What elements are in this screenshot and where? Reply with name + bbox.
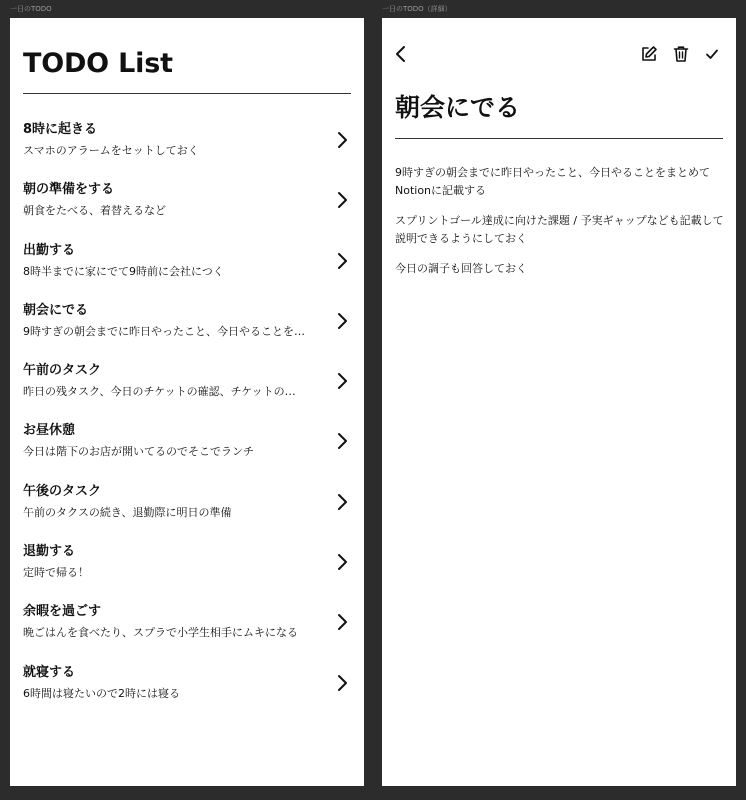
todo-item-title: 8時に起きる — [23, 122, 98, 137]
todo-item-title: 午後のタスク — [23, 483, 102, 499]
chevron-right-icon — [336, 431, 348, 451]
chevron-right-icon — [336, 251, 348, 271]
trash-icon — [672, 45, 690, 63]
todo-item-title: 余暇を過ごす — [23, 604, 102, 620]
todo-item-title: 朝会にでる — [23, 302, 89, 318]
detail-body — [395, 164, 725, 290]
frame-label-detail: 一日のTODO（詳細） — [382, 5, 452, 13]
detail-paragraph: 9時すぎの朝会までに昨日やったこと、今日やることをまとめてNotionに記載する — [395, 166, 710, 197]
todo-list-item[interactable] — [10, 413, 364, 473]
page-title: TODO List — [23, 48, 173, 79]
todo-item-description: 9時すぎの朝会までに昨日やったこと、今日やることを… — [23, 324, 305, 338]
edit-icon — [640, 45, 658, 63]
todo-item-title: 午前のタスク — [23, 363, 102, 379]
detail-paragraph: スプリントゴール達成に向けた課題 / 予実ギャップなども記載して説明できるようにしておく — [395, 214, 724, 245]
todo-item-description: 今日は階下のお店が開いてるのでそこでランチ — [23, 445, 254, 459]
title-divider — [23, 93, 351, 94]
todo-list-item[interactable] — [10, 172, 364, 232]
todo-item-title: お昼休憩 — [23, 423, 76, 439]
chevron-right-icon — [336, 371, 348, 391]
chevron-right-icon — [336, 673, 348, 693]
todo-item-title: 退勤する — [23, 544, 76, 560]
chevron-right-icon — [336, 190, 348, 210]
todo-item-description: 昨日の残タスク、今日のチケットの確認、チケットの… — [23, 385, 296, 399]
todo-list-item[interactable] — [10, 293, 364, 353]
todo-list — [10, 112, 364, 715]
done-button[interactable] — [700, 42, 724, 66]
todo-list-item[interactable] — [10, 594, 364, 654]
todo-list-item[interactable] — [10, 534, 364, 594]
todo-item-title: 出勤する — [23, 242, 76, 258]
chevron-right-icon — [336, 612, 348, 632]
todo-list-item[interactable] — [10, 112, 364, 172]
todo-item-title: 就寝する — [23, 664, 76, 680]
todo-item-title: 朝の準備をする — [23, 182, 115, 198]
todo-item-description: 晩ごはんを食べたり、スプラで小学生相手にムキになる — [23, 626, 298, 640]
todo-item-description: 6時間は寝たいので2時には寝る — [23, 686, 180, 700]
chevron-right-icon — [336, 552, 348, 572]
detail-title: 朝会にでる — [395, 93, 521, 122]
delete-button[interactable] — [669, 42, 693, 66]
detail-title-divider — [395, 138, 723, 139]
todo-item-description: 8時半までに家にでて9時前に会社につく — [23, 264, 224, 278]
chevron-left-icon — [393, 44, 409, 64]
chevron-right-icon — [336, 311, 348, 331]
check-icon — [705, 47, 719, 61]
todo-list-item[interactable] — [10, 353, 364, 413]
todo-item-description: 午前のタクスの続き、退勤際に明日の準備 — [23, 505, 232, 519]
todo-list-item[interactable] — [10, 474, 364, 534]
todo-item-description: 定時で帰る！ — [23, 566, 89, 580]
edit-button[interactable] — [637, 42, 661, 66]
todo-detail-screen — [382, 18, 736, 786]
detail-paragraph: 今日の調子も回答しておく — [395, 262, 527, 275]
chevron-right-icon — [336, 492, 348, 512]
todo-item-description: スマホのアラームをセットしておく — [23, 144, 199, 157]
chevron-right-icon — [336, 130, 348, 150]
back-button[interactable] — [389, 42, 413, 66]
todo-item-description: 朝食をたべる、着替えるなど — [23, 204, 166, 218]
todo-list-item[interactable] — [10, 655, 364, 715]
todo-list-item[interactable] — [10, 233, 364, 293]
frame-label-list: 一日のTODO — [10, 5, 52, 13]
todo-list-screen — [10, 18, 364, 786]
